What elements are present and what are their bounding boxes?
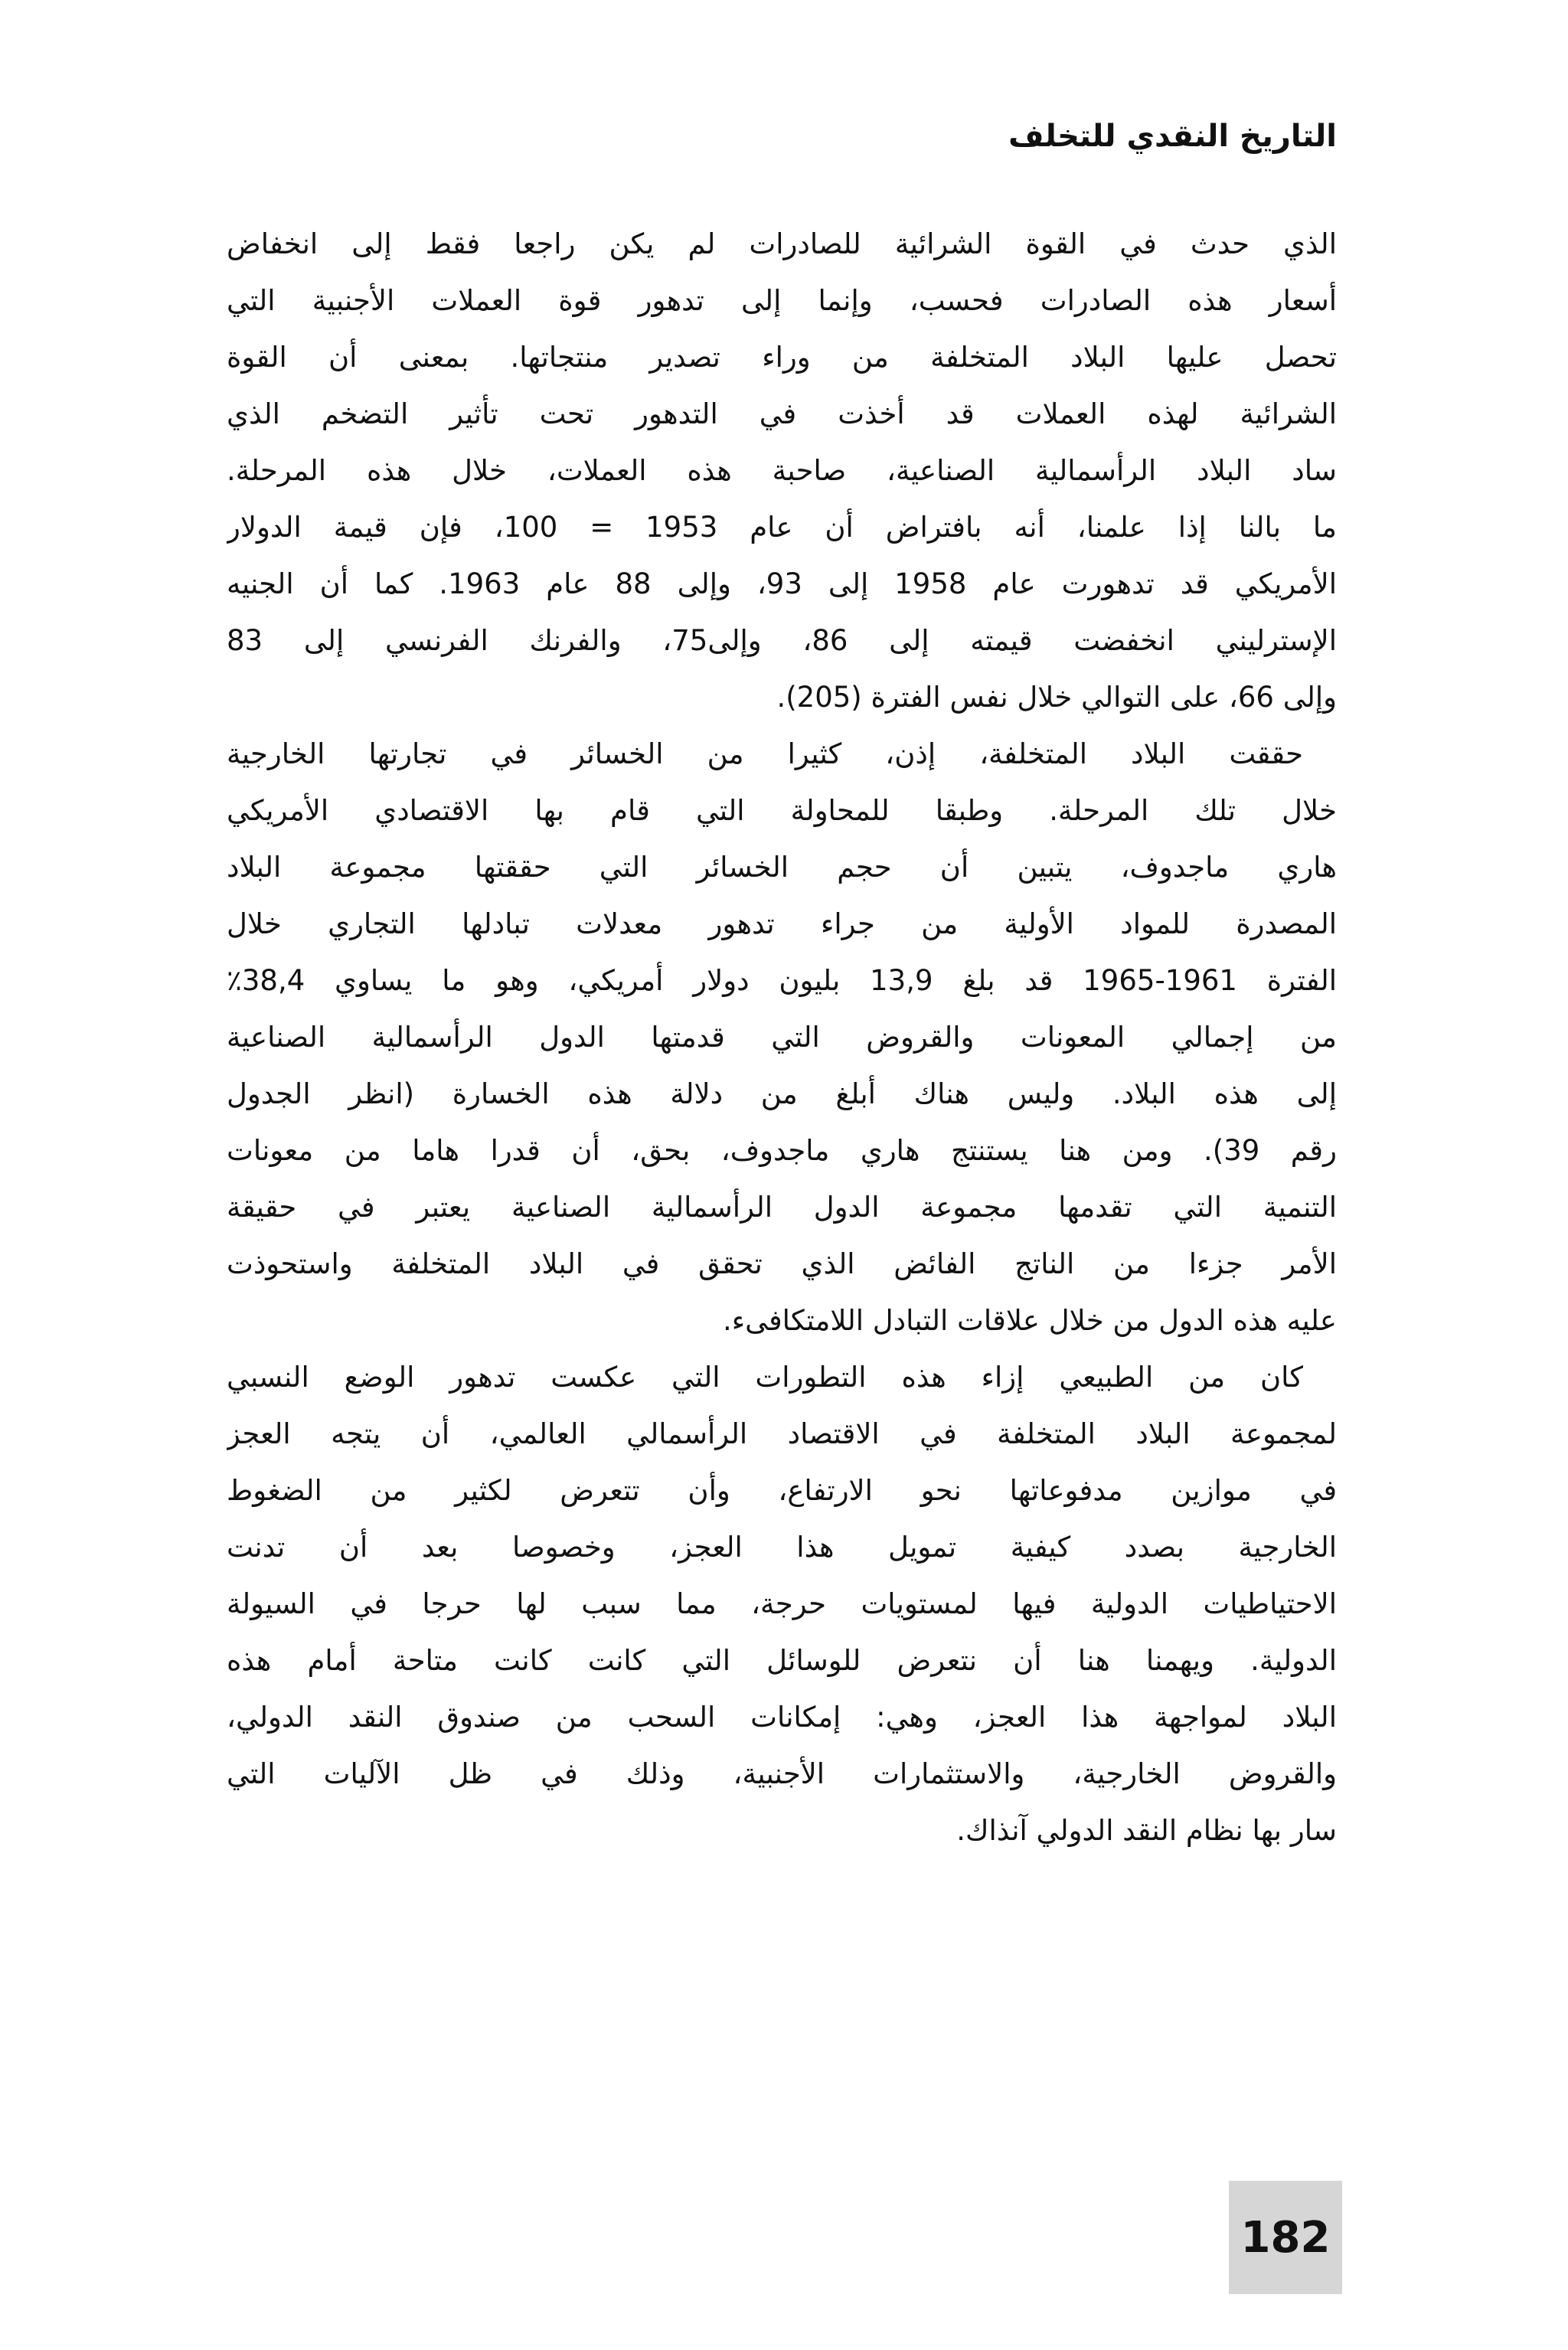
text-line: أسعار هذه الصادرات فحسب، وإنما إلى تدهور قوة العملات الأجنبية التي [227, 284, 1337, 317]
text-line: حققت البلاد المتخلفة، إذن، كثيرا من الخسائر في تجارتها الخارجية [227, 737, 1303, 770]
text-line: الذي حدث في القوة الشرائية للصادرات لم يكن راجعا فقط إلى انخفاض [227, 227, 1337, 260]
text-line: رقم 39). ومن هنا يستنتج هاري ماجدوف، بحق، أن قدرا هاما من معونات [227, 1134, 1337, 1167]
text-line: الإسترليني انخفضت قيمته إلى 86، وإلى75، والفرنك الفرنسي إلى 83 [227, 624, 1337, 657]
text-line: الفترة 1961-1965 قد بلغ 13,9 بليون دولار أمريكي، وهو ما يساوي 38,4٪ [227, 964, 1337, 997]
text-line: الاحتياطيات الدولية فيها لمستويات حرجة، مما سبب لها حرجا في السيولة [227, 1587, 1337, 1620]
running-header-title: التاريخ النقدي للتخلف [1008, 119, 1337, 154]
paragraph-2 [227, 726, 1337, 1349]
body-text [227, 216, 1337, 1859]
text-line: ما بالنا إذا علمنا، أنه بافتراض أن عام 1953 = 100، فإن قيمة الدولار [227, 511, 1337, 544]
page-number-box [1229, 2181, 1342, 2294]
text-line: الخارجية بصدد كيفية تمويل هذا العجز، وخصوصا بعد أن تدنت [227, 1531, 1337, 1564]
text-line: والقروض الخارجية، والاستثمارات الأجنبية، وذلك في ظل الآليات التي [227, 1757, 1337, 1790]
paragraph-3 [227, 1349, 1337, 1859]
text-line: تحصل عليها البلاد المتخلفة من وراء تصدير منتجاتها. بمعنى أن القوة [227, 341, 1337, 374]
text-line: وإلى 66، على التوالي خلال نفس الفترة (205). [776, 681, 1337, 714]
text-line: الشرائية لهذه العملات قد أخذت في التدهور تحت تأثير التضخم الذي [227, 397, 1337, 430]
text-line: هاري ماجدوف، يتبين أن حجم الخسائر التي حققتها مجموعة البلاد [227, 851, 1337, 884]
text-line: إلى هذه البلاد. وليس هناك أبلغ من دلالة هذه الخسارة (انظر الجدول [227, 1077, 1337, 1110]
text-line: من إجمالي المعونات والقروض التي قدمتها الدول الرأسمالية الصناعية [227, 1021, 1337, 1054]
text-line: في موازين مدفوعاتها نحو الارتفاع، وأن تتعرض لكثير من الضغوط [227, 1474, 1337, 1507]
text-line: الأمريكي قد تدهورت عام 1958 إلى 93، وإلى 88 عام 1963. كما أن الجنيه [227, 567, 1337, 600]
text-line: خلال تلك المرحلة. وطبقا للمحاولة التي قام بها الاقتصادي الأمريكي [227, 794, 1337, 827]
text-line: عليه هذه الدول من خلال علاقات التبادل اللامتكافىء. [723, 1304, 1337, 1337]
page-number: 182 [1240, 2212, 1331, 2263]
text-line: سار بها نظام النقد الدولي آنذاك. [956, 1814, 1337, 1847]
paragraph-1 [227, 216, 1337, 726]
text-line: المصدرة للمواد الأولية من جراء تدهور معدلات تبادلها التجاري خلال [227, 907, 1337, 940]
text-line: الأمر جزءا من الناتج الفائض الذي تحقق في البلاد المتخلفة واستحوذت [227, 1247, 1337, 1280]
text-line: ساد البلاد الرأسمالية الصناعية، صاحبة هذه العملات، خلال هذه المرحلة. [227, 454, 1337, 487]
text-line: الدولية. ويهمنا هنا أن نتعرض للوسائل التي كانت كانت متاحة أمام هذه [227, 1644, 1337, 1677]
text-line: كان من الطبيعي إزاء هذه التطورات التي عكست تدهور الوضع النسبي [227, 1361, 1303, 1394]
text-line: التنمية التي تقدمها مجموعة الدول الرأسمالية الصناعية يعتبر في حقيقة [227, 1191, 1337, 1224]
text-line: لمجموعة البلاد المتخلفة في الاقتصاد الرأسمالي العالمي، أن يتجه العجز [227, 1417, 1337, 1450]
text-line: البلاد لمواجهة هذا العجز، وهي: إمكانات السحب من صندوق النقد الدولي، [227, 1701, 1337, 1734]
